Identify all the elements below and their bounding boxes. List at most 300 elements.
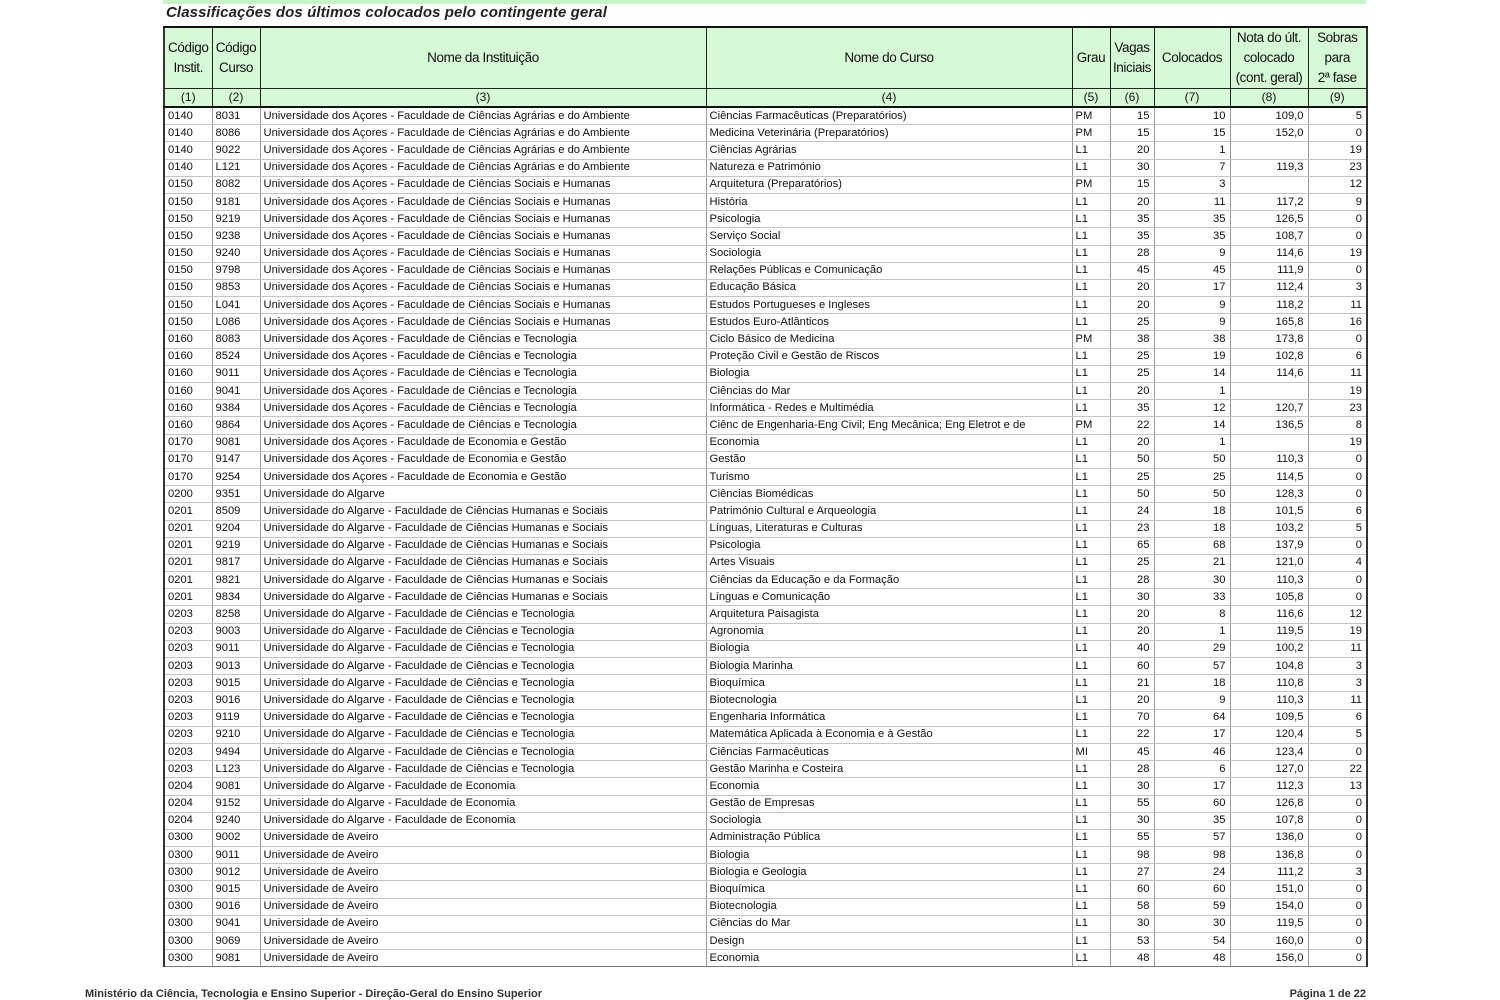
table-row (164, 572, 1367, 589)
cell-grau: L1 (1072, 142, 1110, 159)
cell-nome-curso: Sociologia (706, 812, 1072, 829)
cell-nome-curso: Ciências do Mar (706, 383, 1072, 400)
cell-sobras: 11 (1308, 297, 1367, 314)
cell-grau: L1 (1072, 314, 1110, 331)
cell-colocados: 3 (1154, 176, 1230, 193)
cell-sobras: 19 (1308, 434, 1367, 451)
cell-grau: L1 (1072, 262, 1110, 279)
cell-sobras: 0 (1308, 950, 1367, 967)
cell-vagas-iniciais: 70 (1110, 709, 1154, 726)
cell-codigo-instit: 0203 (164, 761, 212, 778)
cell-codigo-curso: 8086 (212, 125, 260, 142)
table-row (164, 761, 1367, 778)
cell-nome-curso: Biologia (706, 640, 1072, 657)
cell-colocados: 18 (1154, 675, 1230, 692)
cell-vagas-iniciais: 53 (1110, 933, 1154, 950)
cell-nome-curso: Ciênc de Engenharia-Eng Civil; Eng Mecânica; Eng Eletrot e de (706, 417, 1072, 434)
cell-colocados: 60 (1154, 881, 1230, 898)
cell-codigo-instit: 0160 (164, 348, 212, 365)
table-row (164, 176, 1367, 193)
cell-nota-ultimo: 118,2 (1230, 297, 1308, 314)
cell-codigo-instit: 0201 (164, 554, 212, 571)
cell-nome-instituicao: Universidade dos Açores - Faculdade de Ciências e Tecnologia (260, 417, 706, 434)
cell-grau: L1 (1072, 193, 1110, 210)
cell-vagas-iniciais: 20 (1110, 434, 1154, 451)
cell-grau: L1 (1072, 211, 1110, 228)
table-row (164, 279, 1367, 296)
cell-colocados: 18 (1154, 520, 1230, 537)
cell-sobras: 22 (1308, 761, 1367, 778)
cell-nome-curso: Design (706, 933, 1072, 950)
cell-nome-instituicao: Universidade dos Açores - Faculdade de Ciências Sociais e Humanas (260, 262, 706, 279)
cell-sobras: 13 (1308, 778, 1367, 795)
cell-grau: L1 (1072, 675, 1110, 692)
table-row (164, 107, 1367, 125)
cell-codigo-instit: 0300 (164, 829, 212, 846)
cell-grau: L1 (1072, 297, 1110, 314)
cell-colocados: 10 (1154, 107, 1230, 125)
cell-nome-instituicao: Universidade de Aveiro (260, 864, 706, 881)
cell-colocados: 9 (1154, 245, 1230, 262)
cell-sobras: 11 (1308, 365, 1367, 382)
cell-sobras: 19 (1308, 623, 1367, 640)
table-row (164, 950, 1367, 967)
cell-nota-ultimo: 110,3 (1230, 692, 1308, 709)
cell-nome-curso: Relações Públicas e Comunicação (706, 262, 1072, 279)
cell-colocados: 29 (1154, 640, 1230, 657)
cell-grau: L1 (1072, 847, 1110, 864)
cell-codigo-curso: 9864 (212, 417, 260, 434)
cell-nome-curso: Biotecnologia (706, 692, 1072, 709)
cell-nota-ultimo: 116,6 (1230, 606, 1308, 623)
cell-sobras: 0 (1308, 812, 1367, 829)
cell-colocados: 57 (1154, 658, 1230, 675)
cell-nome-instituicao: Universidade dos Açores - Faculdade de Ciências Sociais e Humanas (260, 211, 706, 228)
column-number: (1) (164, 89, 212, 108)
cell-nome-curso: Bioquímica (706, 675, 1072, 692)
cell-vagas-iniciais: 30 (1110, 159, 1154, 176)
cell-sobras: 0 (1308, 262, 1367, 279)
table-row (164, 933, 1367, 950)
cell-nome-curso: Ciências Farmacêuticas (Preparatórios) (706, 107, 1072, 125)
cell-sobras: 6 (1308, 503, 1367, 520)
cell-vagas-iniciais: 65 (1110, 537, 1154, 554)
cell-nota-ultimo: 111,2 (1230, 864, 1308, 881)
cell-colocados: 35 (1154, 211, 1230, 228)
cell-vagas-iniciais: 20 (1110, 383, 1154, 400)
cell-sobras: 0 (1308, 829, 1367, 846)
cell-sobras: 11 (1308, 640, 1367, 657)
cell-nota-ultimo: 107,8 (1230, 812, 1308, 829)
cell-nome-instituicao: Universidade do Algarve - Faculdade de Ciências e Tecnologia (260, 640, 706, 657)
cell-codigo-curso: 9351 (212, 486, 260, 503)
table-row (164, 142, 1367, 159)
cell-grau: L1 (1072, 933, 1110, 950)
cell-nome-curso: Natureza e Património (706, 159, 1072, 176)
cell-grau: L1 (1072, 812, 1110, 829)
cell-colocados: 35 (1154, 228, 1230, 245)
cell-colocados: 14 (1154, 417, 1230, 434)
cell-codigo-instit: 0200 (164, 486, 212, 503)
cell-vagas-iniciais: 15 (1110, 107, 1154, 125)
cell-colocados: 30 (1154, 915, 1230, 932)
cell-colocados: 54 (1154, 933, 1230, 950)
table-row (164, 812, 1367, 829)
cell-colocados: 15 (1154, 125, 1230, 142)
cell-nome-instituicao: Universidade do Algarve - Faculdade de Ciências e Tecnologia (260, 761, 706, 778)
cell-nota-ultimo: 110,8 (1230, 675, 1308, 692)
cell-codigo-curso: 9204 (212, 520, 260, 537)
cell-codigo-instit: 0150 (164, 314, 212, 331)
cell-sobras: 0 (1308, 589, 1367, 606)
cell-colocados: 50 (1154, 486, 1230, 503)
cell-colocados: 60 (1154, 795, 1230, 812)
cell-sobras: 3 (1308, 279, 1367, 296)
cell-codigo-instit: 0140 (164, 142, 212, 159)
cell-colocados: 11 (1154, 193, 1230, 210)
cell-grau: L1 (1072, 365, 1110, 382)
cell-colocados: 21 (1154, 554, 1230, 571)
cell-vagas-iniciais: 40 (1110, 640, 1154, 657)
cell-nota-ultimo: 104,8 (1230, 658, 1308, 675)
cell-codigo-curso: 9016 (212, 692, 260, 709)
cell-codigo-curso: L123 (212, 761, 260, 778)
cell-colocados: 9 (1154, 297, 1230, 314)
cell-nota-ultimo (1230, 142, 1308, 159)
cell-codigo-instit: 0203 (164, 743, 212, 760)
cell-sobras: 0 (1308, 743, 1367, 760)
cell-grau: PM (1072, 125, 1110, 142)
cell-vagas-iniciais: 35 (1110, 211, 1154, 228)
cell-vagas-iniciais: 60 (1110, 658, 1154, 675)
cell-nota-ultimo: 102,8 (1230, 348, 1308, 365)
cell-nota-ultimo: 112,3 (1230, 778, 1308, 795)
cell-codigo-instit: 0150 (164, 279, 212, 296)
cell-sobras: 5 (1308, 726, 1367, 743)
cell-sobras: 12 (1308, 606, 1367, 623)
cell-nome-instituicao: Universidade do Algarve - Faculdade de Ciências e Tecnologia (260, 606, 706, 623)
cell-codigo-instit: 0203 (164, 709, 212, 726)
cell-codigo-instit: 0203 (164, 675, 212, 692)
cell-codigo-curso: 9002 (212, 829, 260, 846)
cell-grau: L1 (1072, 572, 1110, 589)
cell-codigo-curso: 9012 (212, 864, 260, 881)
cell-grau: L1 (1072, 486, 1110, 503)
cell-vagas-iniciais: 45 (1110, 262, 1154, 279)
table-row (164, 881, 1367, 898)
cell-vagas-iniciais: 35 (1110, 228, 1154, 245)
table-row (164, 159, 1367, 176)
cell-codigo-instit: 0204 (164, 795, 212, 812)
cell-sobras: 5 (1308, 520, 1367, 537)
cell-sobras: 0 (1308, 331, 1367, 348)
cell-nome-curso: Línguas e Comunicação (706, 589, 1072, 606)
cell-codigo-curso: 9210 (212, 726, 260, 743)
cell-sobras: 5 (1308, 107, 1367, 125)
cell-codigo-instit: 0150 (164, 193, 212, 210)
cell-colocados: 45 (1154, 262, 1230, 279)
cell-grau: L1 (1072, 658, 1110, 675)
cell-vagas-iniciais: 24 (1110, 503, 1154, 520)
cell-nota-ultimo: 119,5 (1230, 623, 1308, 640)
table-row (164, 743, 1367, 760)
cell-codigo-curso: 9853 (212, 279, 260, 296)
cell-grau: L1 (1072, 795, 1110, 812)
cell-nome-curso: Gestão Marinha e Costeira (706, 761, 1072, 778)
cell-nota-ultimo: 120,7 (1230, 400, 1308, 417)
cell-codigo-instit: 0160 (164, 417, 212, 434)
cell-nome-instituicao: Universidade do Algarve - Faculdade de Ciências Humanas e Sociais (260, 589, 706, 606)
cell-sobras: 0 (1308, 228, 1367, 245)
cell-grau: L1 (1072, 434, 1110, 451)
cell-vagas-iniciais: 22 (1110, 417, 1154, 434)
cell-nome-instituicao: Universidade do Algarve - Faculdade de Economia (260, 812, 706, 829)
cell-nome-curso: Educação Básica (706, 279, 1072, 296)
cell-vagas-iniciais: 58 (1110, 898, 1154, 915)
cell-colocados: 19 (1154, 348, 1230, 365)
cell-codigo-instit: 0201 (164, 572, 212, 589)
cell-grau: L1 (1072, 726, 1110, 743)
cell-grau: L1 (1072, 881, 1110, 898)
cell-nome-instituicao: Universidade do Algarve - Faculdade de Ciências e Tecnologia (260, 709, 706, 726)
cell-nota-ultimo: 110,3 (1230, 451, 1308, 468)
column-number: (5) (1072, 89, 1110, 108)
cell-sobras: 3 (1308, 658, 1367, 675)
cell-nota-ultimo: 156,0 (1230, 950, 1308, 967)
cell-nome-instituicao: Universidade do Algarve - Faculdade de Economia (260, 778, 706, 795)
cell-grau: L1 (1072, 692, 1110, 709)
cell-sobras: 6 (1308, 348, 1367, 365)
header-grau: Grau (1072, 27, 1110, 89)
cell-codigo-curso: L086 (212, 314, 260, 331)
table-row (164, 675, 1367, 692)
cell-sobras: 11 (1308, 692, 1367, 709)
table-row (164, 193, 1367, 210)
cell-nome-curso: Sociologia (706, 245, 1072, 262)
cell-grau: L1 (1072, 606, 1110, 623)
cell-grau: L1 (1072, 228, 1110, 245)
cell-nota-ultimo: 136,5 (1230, 417, 1308, 434)
cell-sobras: 8 (1308, 417, 1367, 434)
table-row (164, 228, 1367, 245)
cell-nome-instituicao: Universidade dos Açores - Faculdade de Ciências Sociais e Humanas (260, 279, 706, 296)
cell-nome-instituicao: Universidade do Algarve - Faculdade de Ciências Humanas e Sociais (260, 572, 706, 589)
cell-sobras: 0 (1308, 572, 1367, 589)
cell-grau: L1 (1072, 950, 1110, 967)
table-row (164, 829, 1367, 846)
cell-nome-instituicao: Universidade dos Açores - Faculdade de Ciências Agrárias e do Ambiente (260, 107, 706, 125)
cell-nome-curso: Agronomia (706, 623, 1072, 640)
cell-nota-ultimo: 128,3 (1230, 486, 1308, 503)
table-row (164, 658, 1367, 675)
cell-codigo-curso: L041 (212, 297, 260, 314)
cell-grau: L1 (1072, 554, 1110, 571)
cell-nome-curso: Economia (706, 434, 1072, 451)
cell-nota-ultimo: 121,0 (1230, 554, 1308, 571)
cell-colocados: 1 (1154, 142, 1230, 159)
cell-nome-instituicao: Universidade de Aveiro (260, 847, 706, 864)
cell-colocados: 9 (1154, 314, 1230, 331)
table-row (164, 314, 1367, 331)
cell-nota-ultimo: 105,8 (1230, 589, 1308, 606)
cell-nota-ultimo: 117,2 (1230, 193, 1308, 210)
cell-nome-instituicao: Universidade do Algarve - Faculdade de Ciências e Tecnologia (260, 675, 706, 692)
cell-sobras: 12 (1308, 176, 1367, 193)
cell-grau: L1 (1072, 864, 1110, 881)
cell-nome-instituicao: Universidade dos Açores - Faculdade de Ciências Agrárias e do Ambiente (260, 142, 706, 159)
cell-nome-instituicao: Universidade de Aveiro (260, 898, 706, 915)
cell-codigo-curso: 9147 (212, 451, 260, 468)
cell-nome-curso: Psicologia (706, 211, 1072, 228)
cell-vagas-iniciais: 35 (1110, 400, 1154, 417)
cell-codigo-curso: 9238 (212, 228, 260, 245)
cell-grau: L1 (1072, 279, 1110, 296)
cell-colocados: 9 (1154, 692, 1230, 709)
cell-vagas-iniciais: 21 (1110, 675, 1154, 692)
cell-nome-curso: Arquitetura Paisagista (706, 606, 1072, 623)
cell-nota-ultimo: 103,2 (1230, 520, 1308, 537)
table-row (164, 348, 1367, 365)
table-row (164, 400, 1367, 417)
cell-sobras: 16 (1308, 314, 1367, 331)
table-row (164, 864, 1367, 881)
cell-nota-ultimo: 108,7 (1230, 228, 1308, 245)
cell-codigo-instit: 0300 (164, 847, 212, 864)
cell-sobras: 0 (1308, 537, 1367, 554)
cell-grau: L1 (1072, 503, 1110, 520)
cell-nota-ultimo: 126,5 (1230, 211, 1308, 228)
cell-codigo-instit: 0150 (164, 245, 212, 262)
cell-nota-ultimo: 165,8 (1230, 314, 1308, 331)
cell-codigo-curso: 9081 (212, 778, 260, 795)
cell-nota-ultimo: 160,0 (1230, 933, 1308, 950)
cell-grau: L1 (1072, 400, 1110, 417)
cell-nome-instituicao: Universidade dos Açores - Faculdade de Economia e Gestão (260, 468, 706, 485)
cell-sobras: 3 (1308, 675, 1367, 692)
cell-grau: L1 (1072, 520, 1110, 537)
column-number: (3) (260, 89, 706, 108)
cell-nota-ultimo: 154,0 (1230, 898, 1308, 915)
cell-codigo-instit: 0203 (164, 692, 212, 709)
table-row (164, 468, 1367, 485)
cell-nome-curso: Engenharia Informática (706, 709, 1072, 726)
cell-vagas-iniciais: 50 (1110, 486, 1154, 503)
cell-nome-curso: Matemática Aplicada à Economia e à Gestão (706, 726, 1072, 743)
cell-colocados: 48 (1154, 950, 1230, 967)
table-row (164, 211, 1367, 228)
column-headers (164, 27, 1367, 89)
cell-codigo-instit: 0140 (164, 107, 212, 125)
cell-colocados: 18 (1154, 503, 1230, 520)
cell-nota-ultimo (1230, 176, 1308, 193)
cell-nota-ultimo: 136,0 (1230, 829, 1308, 846)
cell-codigo-curso: 8082 (212, 176, 260, 193)
cell-nome-curso: História (706, 193, 1072, 210)
cell-nome-curso: Estudos Euro-Atlânticos (706, 314, 1072, 331)
cell-codigo-curso: 9152 (212, 795, 260, 812)
page-title: Classificações dos últimos colocados pelo contingente geral (166, 4, 608, 21)
cell-nome-instituicao: Universidade do Algarve - Faculdade de Ciências Humanas e Sociais (260, 554, 706, 571)
cell-colocados: 35 (1154, 812, 1230, 829)
cell-nota-ultimo: 114,6 (1230, 365, 1308, 382)
cell-nome-instituicao: Universidade dos Açores - Faculdade de Ciências Agrárias e do Ambiente (260, 159, 706, 176)
table-row (164, 554, 1367, 571)
cell-vagas-iniciais: 28 (1110, 572, 1154, 589)
table-row (164, 692, 1367, 709)
header-colocados: Colocados (1154, 27, 1230, 89)
cell-nome-curso: Medicina Veterinária (Preparatórios) (706, 125, 1072, 142)
cell-colocados: 68 (1154, 537, 1230, 554)
cell-codigo-curso: 9081 (212, 434, 260, 451)
table-row (164, 365, 1367, 382)
header-nota-ultimo: Nota do últ. colocado (cont. geral) (1230, 27, 1308, 89)
table-row (164, 520, 1367, 537)
footer-ministry: Ministério da Ciência, Tecnologia e Ensino Superior - Direção-Geral do Ensino Superior (85, 988, 542, 1000)
cell-codigo-instit: 0201 (164, 503, 212, 520)
cell-nome-instituicao: Universidade do Algarve - Faculdade de Ciências e Tecnologia (260, 692, 706, 709)
cell-codigo-instit: 0300 (164, 898, 212, 915)
table-row (164, 537, 1367, 554)
cell-codigo-curso: 9011 (212, 365, 260, 382)
cell-colocados: 6 (1154, 761, 1230, 778)
cell-sobras: 0 (1308, 898, 1367, 915)
cell-nome-instituicao: Universidade do Algarve - Faculdade de Ciências e Tecnologia (260, 726, 706, 743)
cell-vagas-iniciais: 55 (1110, 795, 1154, 812)
cell-codigo-instit: 0170 (164, 434, 212, 451)
cell-codigo-curso: 9119 (212, 709, 260, 726)
cell-nome-curso: Ciências Agrárias (706, 142, 1072, 159)
cell-codigo-curso: 9240 (212, 812, 260, 829)
cell-vagas-iniciais: 20 (1110, 297, 1154, 314)
cell-nota-ultimo: 112,4 (1230, 279, 1308, 296)
cell-nome-curso: Gestão (706, 451, 1072, 468)
header-codigo-instit: Código Instit. (164, 27, 212, 89)
cell-grau: L1 (1072, 640, 1110, 657)
cell-nome-instituicao: Universidade de Aveiro (260, 950, 706, 967)
cell-codigo-curso: 9494 (212, 743, 260, 760)
cell-codigo-curso: 9821 (212, 572, 260, 589)
cell-vagas-iniciais: 25 (1110, 365, 1154, 382)
header-codigo-curso: Código Curso (212, 27, 260, 89)
cell-nome-instituicao: Universidade dos Açores - Faculdade de Ciências Sociais e Humanas (260, 228, 706, 245)
cell-nome-curso: Psicologia (706, 537, 1072, 554)
cell-nota-ultimo: 120,4 (1230, 726, 1308, 743)
table-row (164, 486, 1367, 503)
cell-nome-instituicao: Universidade do Algarve (260, 486, 706, 503)
cell-codigo-curso: 8031 (212, 107, 260, 125)
cell-nome-instituicao: Universidade dos Açores - Faculdade de Ciências e Tecnologia (260, 331, 706, 348)
table-row (164, 383, 1367, 400)
cell-vagas-iniciais: 20 (1110, 606, 1154, 623)
cell-nota-ultimo: 151,0 (1230, 881, 1308, 898)
cell-grau: L1 (1072, 383, 1110, 400)
table-row (164, 898, 1367, 915)
column-numbers (164, 89, 1367, 108)
cell-codigo-instit: 0170 (164, 468, 212, 485)
cell-colocados: 1 (1154, 383, 1230, 400)
cell-colocados: 25 (1154, 468, 1230, 485)
cell-vagas-iniciais: 28 (1110, 761, 1154, 778)
cell-codigo-instit: 0204 (164, 778, 212, 795)
cell-codigo-curso: 9016 (212, 898, 260, 915)
cell-codigo-instit: 0150 (164, 176, 212, 193)
cell-codigo-instit: 0160 (164, 365, 212, 382)
cell-vagas-iniciais: 25 (1110, 554, 1154, 571)
cell-codigo-curso: 9022 (212, 142, 260, 159)
cell-nome-instituicao: Universidade dos Açores - Faculdade de Ciências Sociais e Humanas (260, 193, 706, 210)
cell-grau: PM (1072, 331, 1110, 348)
cell-nome-instituicao: Universidade dos Açores - Faculdade de Ciências Agrárias e do Ambiente (260, 125, 706, 142)
